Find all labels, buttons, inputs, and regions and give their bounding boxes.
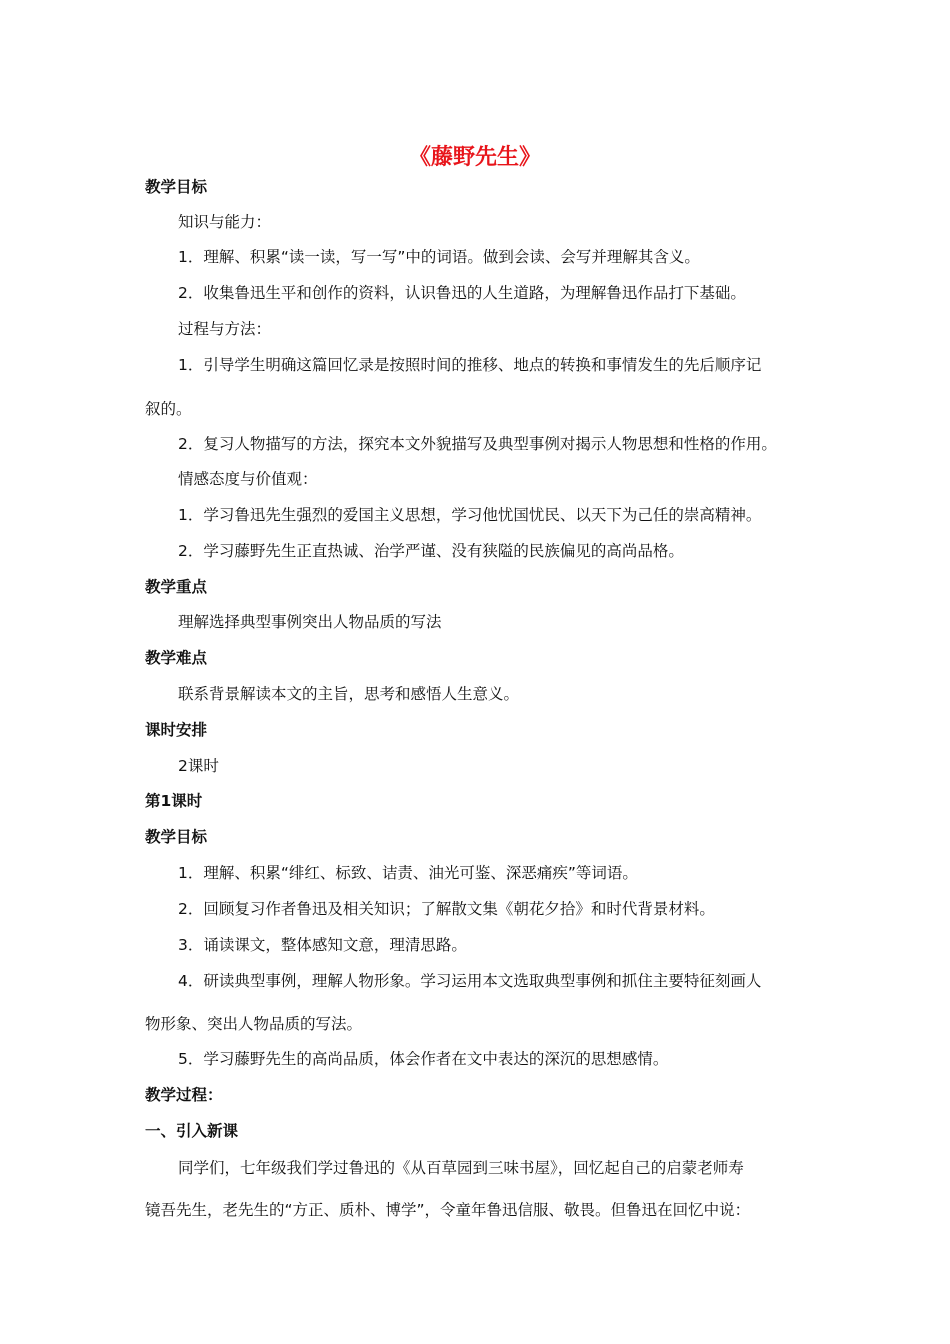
section-heading: 一、引入新课	[145, 1122, 239, 1140]
subsection-label: 情感态度与价值观：	[178, 470, 318, 488]
paragraph-line: 2．收集鲁迅生平和创作的资料，认识鲁迅的人生道路，为理解鲁迅作品打下基础。	[178, 284, 746, 302]
paragraph-line: 1．引导学生明确这篇回忆录是按照时间的推移、地点的转换和事情发生的先后顺序记	[178, 356, 762, 374]
paragraph-line: 1．理解、积累“读一读，写一写”中的词语。做到会读、会写并理解其含义。	[178, 248, 700, 266]
section-heading: 教学目标	[145, 828, 208, 846]
paragraph-line: 5．学习藤野先生的高尚品质，体会作者在文中表达的深沉的思想感情。	[178, 1050, 669, 1068]
paragraph-line: 2课时	[178, 757, 219, 775]
paragraph-line: 1．学习鲁迅先生强烈的爱国主义思想，学习他忧国忧民、以天下为己任的崇高精神。	[178, 506, 762, 524]
section-heading: 教学目标	[145, 178, 208, 196]
section-heading: 教学重点	[145, 578, 208, 596]
paragraph-line: 2．回顾复习作者鲁迅及相关知识；了解散文集《朝花夕拾》和时代背景材料。	[178, 900, 715, 918]
subsection-label: 过程与方法：	[178, 320, 272, 338]
paragraph-line: 4．研读典型事例，理解人物形象。学习运用本文选取典型事例和抓住主要特征刻画人	[178, 972, 762, 990]
paragraph-line: 3．诵读课文，整体感知文意，理清思路。	[178, 936, 467, 954]
paragraph-continuation: 叙的。	[145, 400, 192, 418]
paragraph-line: 同学们，七年级我们学过鲁迅的《从百草园到三味书屋》，回忆起自己的启蒙老师寿	[178, 1159, 744, 1177]
document-title: 《藤野先生》	[408, 145, 541, 170]
paragraph-line: 理解选择典型事例突出人物品质的写法	[178, 613, 442, 631]
subsection-label: 知识与能力：	[178, 213, 272, 231]
paragraph-continuation: 镜吾先生，老先生的“方正、质朴、博学”，令童年鲁迅信服、敬畏。但鲁迅在回忆中说：	[145, 1201, 751, 1219]
paragraph-line: 2．复习人物描写的方法，探究本文外貌描写及典型事例对揭示人物思想和性格的作用。	[178, 435, 777, 453]
section-heading: 教学难点	[145, 649, 208, 667]
section-heading: 第1课时	[145, 792, 203, 810]
paragraph-line: 联系背景解读本文的主旨，思考和感悟人生意义。	[178, 685, 520, 703]
paragraph-line: 1．理解、积累“绯红、标致、诘责、油光可鉴、深恶痛疾”等词语。	[178, 864, 638, 882]
section-heading: 课时安排	[145, 721, 208, 739]
paragraph-line: 2．学习藤野先生正直热诚、治学严谨、没有狭隘的民族偏见的高尚品格。	[178, 542, 684, 560]
paragraph-continuation: 物形象、突出人物品质的写法。	[145, 1015, 363, 1033]
section-heading: 教学过程：	[145, 1086, 223, 1104]
